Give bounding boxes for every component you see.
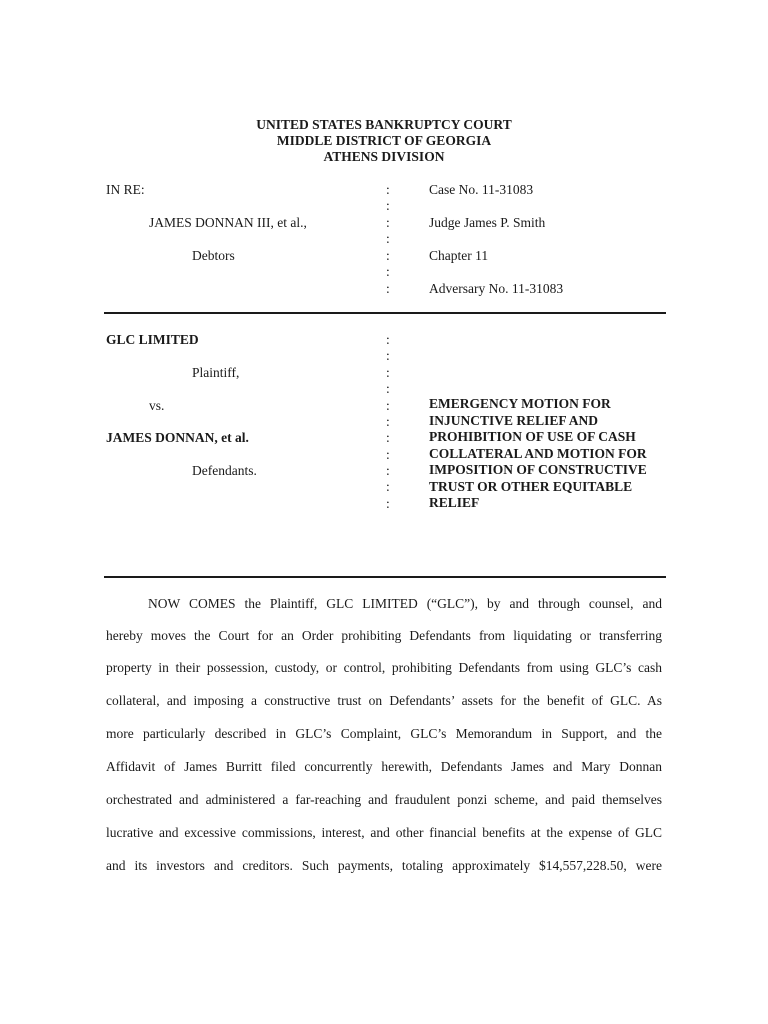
caption-colon: : (386, 398, 390, 413)
motion-title-line: COLLATERAL AND MOTION FOR (429, 445, 647, 461)
debtors-label: Debtors (192, 248, 235, 263)
motion-title-line: PROHIBITION OF USE OF CASH (429, 429, 636, 444)
caption-colon: : (386, 281, 390, 296)
caption-colon: : (386, 248, 390, 263)
motion-title-line: IMPOSITION OF CONSTRUCTIVE (429, 462, 647, 477)
caption-colon: : (386, 479, 390, 494)
caption-divider (104, 312, 666, 314)
debtor-name: JAMES DONNAN III, et al., (149, 215, 307, 230)
caption-colon: : (386, 365, 390, 380)
body-text-line: property in their possession, custody, or control, prohibiting Defendants from using GLC’s cash (106, 660, 662, 675)
caption-colon: : (386, 348, 390, 363)
body-text-line: and its investors and creditors. Such payments, totaling approximately $14,557,228.50, were (106, 858, 662, 873)
chapter-number: Chapter 11 (429, 248, 489, 263)
judge-name: Judge James P. Smith (429, 215, 546, 230)
defendant-name: JAMES DONNAN, et al. (106, 430, 249, 445)
caption-colon: : (386, 231, 390, 246)
in-re-label: IN RE: (106, 182, 145, 197)
motion-title (429, 396, 679, 512)
case-number: Case No. 11-31083 (429, 182, 534, 197)
plaintiff-name: GLC LIMITED (106, 332, 199, 347)
body-text-line: more particularly described in GLC’s Complaint, GLC’s Memorandum in Support, and the (106, 726, 662, 741)
caption-colon: : (386, 198, 390, 213)
body-text-line: NOW COMES the Plaintiff, GLC LIMITED (“GLC”), by and through counsel, and (148, 596, 662, 611)
plaintiff-label: Plaintiff, (192, 365, 240, 380)
caption-bottom-divider (104, 576, 666, 578)
caption-colon: : (386, 496, 390, 511)
caption-colon: : (386, 182, 390, 197)
versus-label: vs. (149, 398, 165, 413)
body-text-line: collateral, and imposing a constructive trust on Defendants’ assets for the benefit of GLC. As (106, 693, 662, 708)
caption-colon: : (386, 264, 390, 279)
adversary-number: Adversary No. 11-31083 (429, 281, 564, 296)
court-division: ATHENS DIVISION (323, 149, 445, 164)
caption-colon: : (386, 215, 390, 230)
motion-title-line: INJUNCTIVE RELIEF AND (429, 412, 599, 428)
body-text-line: Affidavit of James Burritt filed concurrently herewith, Defendants James and Mary Donnan (106, 759, 662, 774)
caption-colon: : (386, 447, 390, 462)
court-name: UNITED STATES BANKRUPTCY COURT (256, 117, 512, 132)
body-text-line: orchestrated and administered a far-reaching and fraudulent ponzi scheme, and paid themselves (106, 792, 662, 807)
caption-colon: : (386, 463, 390, 478)
caption-colon: : (386, 332, 390, 347)
body-text-line: hereby moves the Court for an Order prohibiting Defendants from liquidating or transferring (106, 628, 662, 643)
defendants-label: Defendants. (192, 463, 257, 478)
caption-colon: : (386, 430, 390, 445)
caption-colon: : (386, 381, 390, 396)
motion-title-line: EMERGENCY MOTION FOR (429, 396, 611, 411)
court-district: MIDDLE DISTRICT OF GEORGIA (276, 133, 492, 148)
motion-title-line: RELIEF (429, 495, 480, 510)
motion-title-line: TRUST OR OTHER EQUITABLE (429, 478, 633, 494)
body-text-line: lucrative and excessive commissions, interest, and other financial benefits at the expense of GLC (106, 825, 662, 840)
caption-colon: : (386, 414, 390, 429)
